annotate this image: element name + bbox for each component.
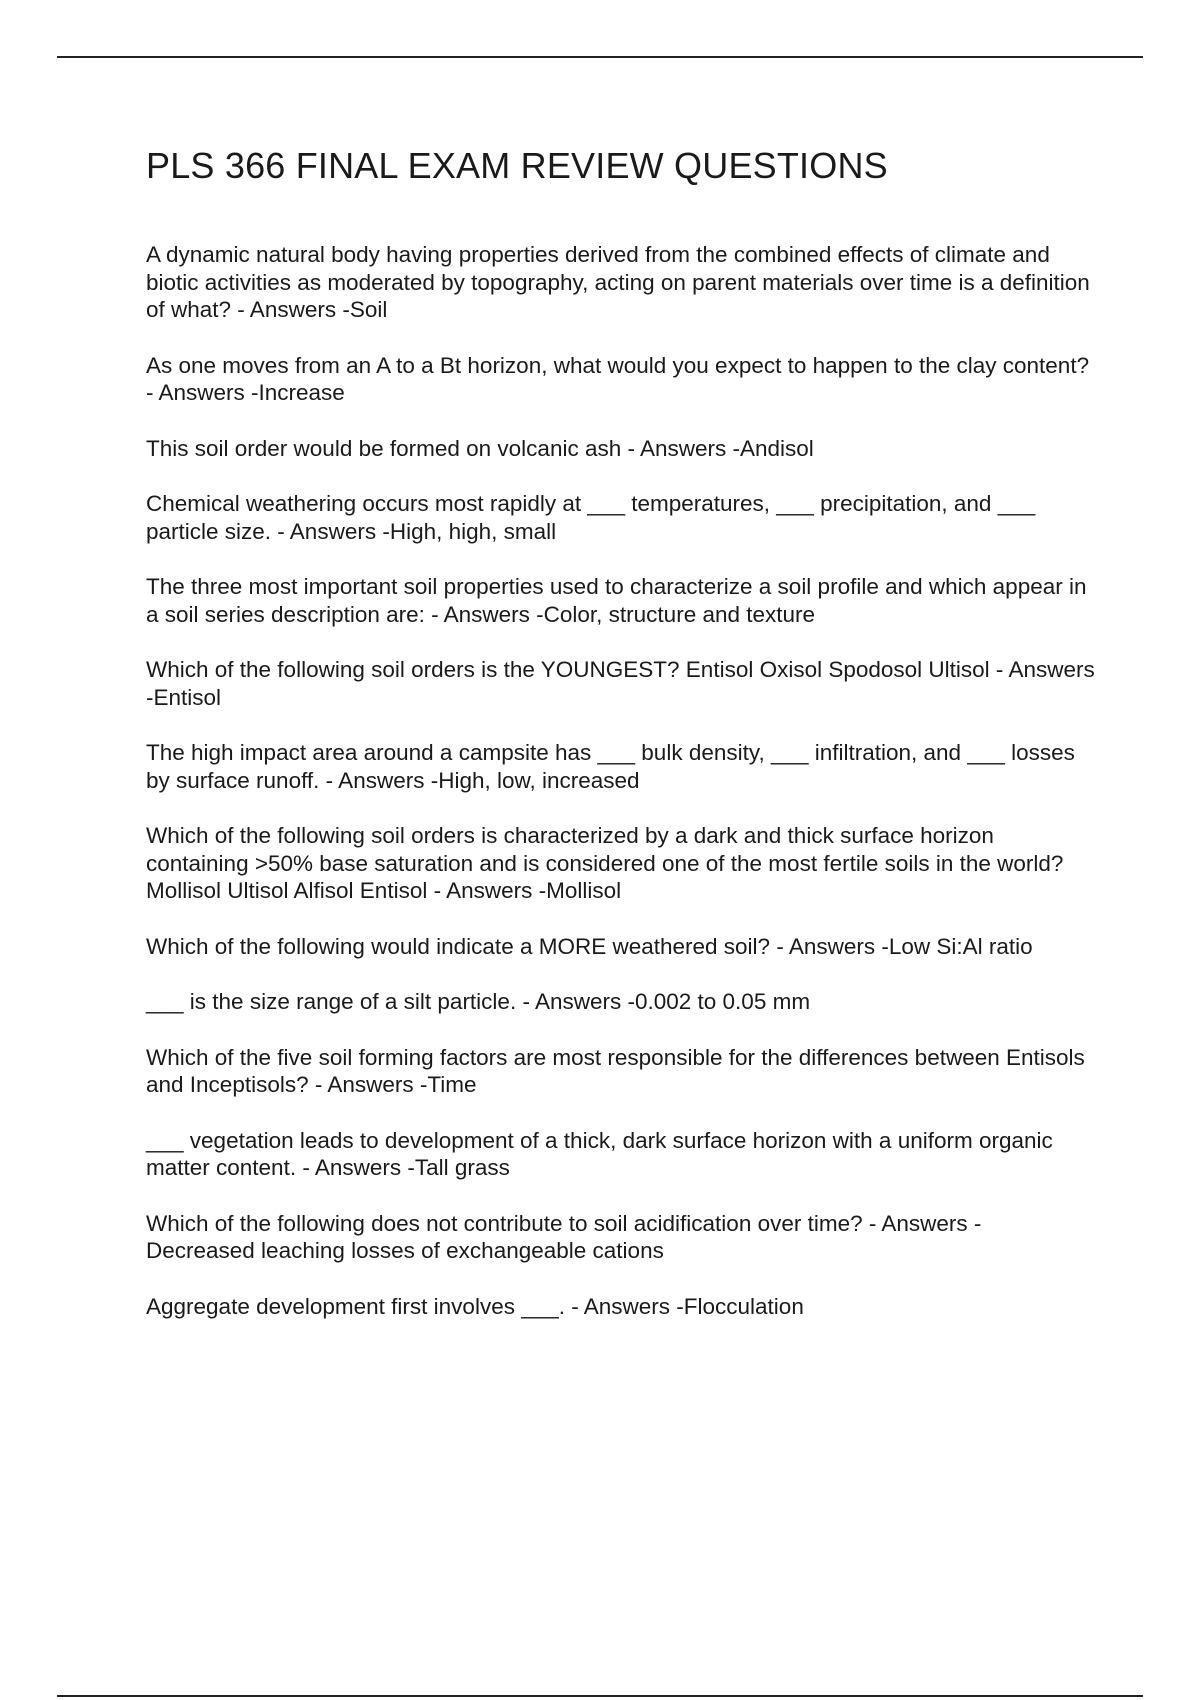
question-answer-item: ___ vegetation leads to development of a thick, dark surface horizon with a uniform organic matter content. - Answers -Tall grass — [146, 1127, 1053, 1180]
question-answer-item: ___ is the size range of a silt particle. - Answers -0.002 to 0.05 mm — [146, 989, 811, 1014]
question-answer-item: Which of the five soil forming factors are most responsible for the differences between Entisols and Inceptisols? - Answers -Time — [146, 1044, 1085, 1097]
question-answer-item: This soil order would be formed on volcanic ash - Answers -Andisol — [146, 435, 814, 461]
question-answer-item: Which of the following soil orders is characterized by a dark and thick surface horizon containing >50% base saturation and is considered one of the most fertile soils in the world? Mollisol Ultisol Alfisol Entisol - Answers -Mollisol — [146, 823, 1064, 903]
question-answer-item: Which of the following would indicate a MORE weathered soil? - Answers -Low Si:Al ratio — [146, 933, 1033, 959]
question-answer-item: As one moves from an A to a Bt horizon, what would you expect to happen to the clay content? - Answers -Increase — [146, 352, 1090, 405]
document-title: PLS 366 FINAL EXAM REVIEW QUESTIONS — [146, 145, 888, 186]
question-answer-item: Aggregate development first involves ___. - Answers -Flocculation — [146, 1293, 804, 1319]
question-answer-item: Chemical weathering occurs most rapidly at ___ temperatures, ___ precipitation, and ___ particle size. - Answers -High, high, small — [146, 491, 1036, 544]
question-answer-item: Which of the following does not contribute to soil acidification over time? - Answers - Decreased leaching losses of exchangeable cations — [146, 1210, 982, 1263]
question-answer-item: A dynamic natural body having properties derived from the combined effects of climate and biotic activities as moderated by topography, acting on parent materials over time is a definition of what? - Answers -Soil — [146, 242, 1090, 322]
top-divider — [57, 56, 1143, 58]
question-answer-item: The three most important soil properties used to characterize a soil profile and which appear in a soil series description are: - Answers -Color, structure and texture — [146, 574, 1087, 627]
document-body — [146, 140, 1096, 1319]
question-answer-item: The high impact area around a campsite has ___ bulk density, ___ infiltration, and ___ losses by surface runoff. - Answers -High, low, increased — [146, 740, 1075, 793]
question-answer-list — [146, 241, 1096, 1348]
question-answer-item: Which of the following soil orders is the YOUNGEST? Entisol Oxisol Spodosol Ultisol - Answers -Entisol — [146, 657, 1095, 710]
bottom-divider — [57, 1695, 1143, 1697]
